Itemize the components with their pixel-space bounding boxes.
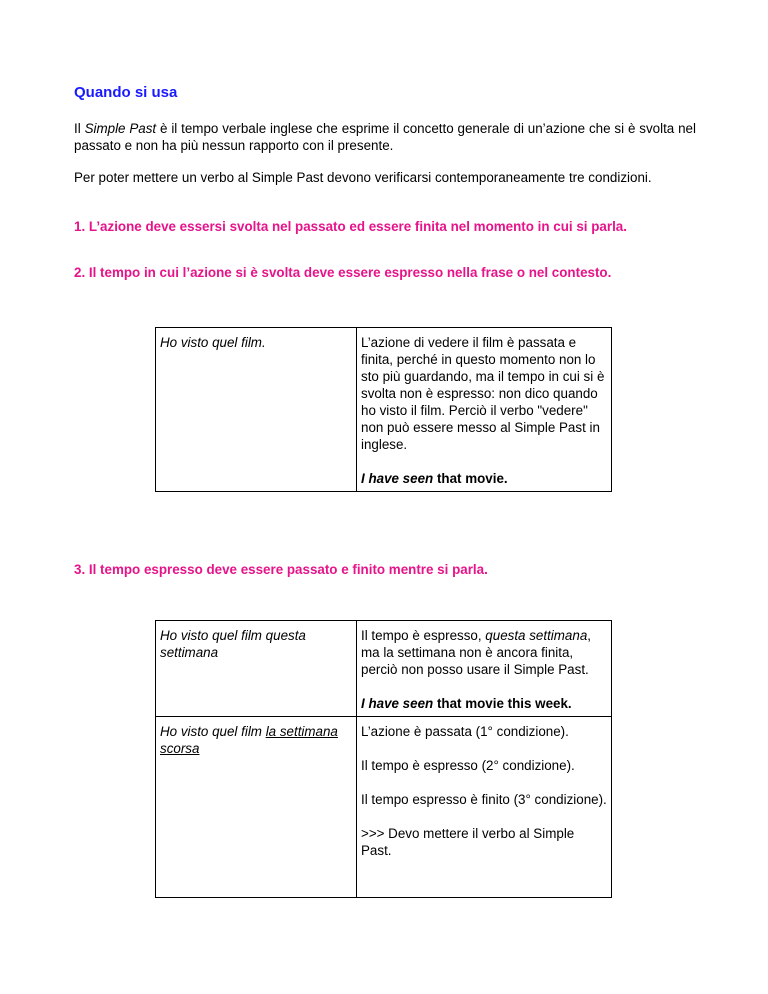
table-cell-italian <box>156 717 357 898</box>
text-part: Il tempo è espresso, <box>361 628 486 643</box>
english-sentence <box>361 695 607 712</box>
english-verb: I have seen <box>361 471 434 486</box>
example-table-2 <box>155 620 612 898</box>
condition-check-3: Il tempo espresso è finito (3° condizione). <box>361 792 607 807</box>
section-heading: Quando si usa <box>74 84 178 101</box>
table-row <box>156 328 612 492</box>
italian-sentence: Ho visto quel film. <box>160 335 266 350</box>
table-row <box>156 621 612 717</box>
intro-term: Simple Past <box>84 121 157 136</box>
text-part: , ma la settimana non è ancora finita, perciò non posso usare il Simple Past. <box>361 628 592 677</box>
english-verb: I have seen <box>361 696 434 711</box>
intro-prefix: Il <box>74 121 85 136</box>
italian-sentence-underlined: la settimana scorsa <box>160 724 338 756</box>
english-sentence <box>361 470 607 487</box>
explanation-text <box>361 627 607 678</box>
condition-check-2: Il tempo è espresso (2° condizione). <box>361 758 575 773</box>
italian-sentence: Ho visto quel film questa settimana <box>160 628 306 660</box>
table-cell-explanation <box>357 621 612 717</box>
condition-check-1: L’azione è passata (1° condizione). <box>361 724 569 739</box>
intro-paragraph <box>74 120 696 154</box>
conditions-intro-paragraph: Per poter mettere un verbo al Simple Past devono verificarsi contemporaneamente tre condizioni. <box>74 170 652 185</box>
condition-1: 1. L’azione deve essersi svolta nel passato ed essere finita nel momento in cui si parla. <box>74 219 627 234</box>
explanation-text: L’azione di vedere il film è passata e finita, perché in questo momento non lo sto più guardando, ma il tempo in cui si è svolta non è espresso: non dico quando ho visto il film. Perciò il verbo "vedere" non può essere messo al Simple Past in inglese. <box>361 335 605 452</box>
table-cell-italian <box>156 621 357 717</box>
english-rest: that movie. <box>433 471 508 486</box>
italian-sentence: Ho visto quel film <box>160 724 266 739</box>
text-part-italic: questa settimana <box>485 628 588 643</box>
english-rest: that movie this week. <box>433 696 572 711</box>
table-cell-italian <box>156 328 357 492</box>
example-table-1 <box>155 327 612 492</box>
table-row <box>156 717 612 898</box>
intro-suffix: è il tempo verbale inglese che esprime il concetto generale di un’azione che si è svolta nel passato e non ha più nessun rapporto con il presente. <box>74 121 696 153</box>
condition-3: 3. Il tempo espresso deve essere passato e finito mentre si parla. <box>74 562 488 577</box>
condition-2: 2. Il tempo in cui l’azione si è svolta deve essere espresso nella frase o nel contesto. <box>74 265 612 280</box>
table-cell-explanation <box>357 328 612 492</box>
conclusion: >>> Devo mettere il verbo al Simple Past. <box>361 826 575 858</box>
table-cell-explanation <box>357 717 612 898</box>
